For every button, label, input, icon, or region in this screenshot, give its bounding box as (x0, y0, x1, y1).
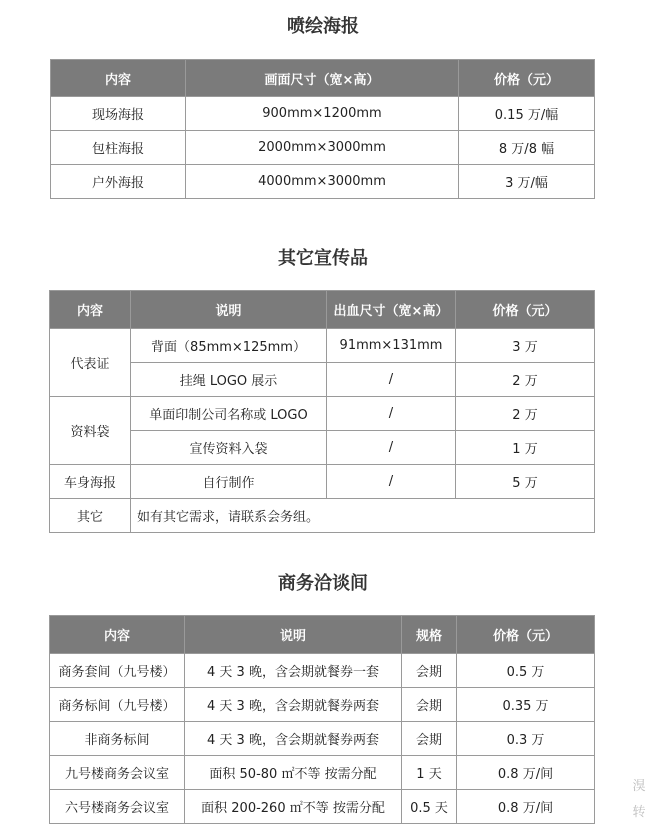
table-cell: 九号楼商务会议室 (50, 756, 185, 790)
poster-table (50, 59, 595, 199)
table-row (50, 688, 595, 722)
table-cell: 2 万 (456, 397, 595, 431)
table-cell: 会期 (402, 688, 457, 722)
table-cell: 挂绳 LOGO 展示 (131, 363, 327, 397)
table-cell: 91mm×131mm (327, 329, 456, 363)
column-header: 价格（元） (457, 616, 595, 654)
table-cell: / (327, 465, 456, 499)
table-row (50, 465, 595, 499)
table-cell: 现场海报 (51, 97, 186, 131)
table-cell: 六号楼商务会议室 (50, 790, 185, 824)
table-row (50, 790, 595, 824)
group-cell: 资料袋 (50, 397, 131, 465)
table-row (51, 131, 595, 165)
table-cell: 0.3 万 (457, 722, 595, 756)
table-cell: 户外海报 (51, 165, 186, 199)
table-cell: 5 万 (456, 465, 595, 499)
table-cell: 2 万 (456, 363, 595, 397)
table-cell: 自行制作 (131, 465, 327, 499)
table-cell: / (327, 431, 456, 465)
table-cell: 非商务标间 (50, 722, 185, 756)
table-header-row (50, 616, 595, 654)
table-cell: 900mm×1200mm (186, 97, 459, 131)
section-title-meeting-rooms: 商务洽谈间 (278, 573, 368, 594)
table-cell: 面积 50-80 ㎡不等 按需分配 (185, 756, 402, 790)
column-header: 说明 (131, 291, 327, 329)
table-row (50, 329, 595, 363)
column-header: 内容 (50, 291, 131, 329)
table-row (50, 756, 595, 790)
table-row (50, 654, 595, 688)
table-cell: 4000mm×3000mm (186, 165, 459, 199)
column-header: 规格 (402, 616, 457, 654)
meeting-rooms-table (49, 615, 595, 824)
table-cell: 1 万 (456, 431, 595, 465)
table-cell: 包柱海报 (51, 131, 186, 165)
table-cell: / (327, 397, 456, 431)
column-header: 说明 (185, 616, 402, 654)
column-header: 内容 (50, 616, 185, 654)
watermark-char: 湨 (632, 779, 646, 794)
table-cell: 0.5 万 (457, 654, 595, 688)
table-cell: / (327, 363, 456, 397)
column-header: 内容 (51, 60, 186, 97)
promo-table (49, 290, 595, 533)
table-row (50, 722, 595, 756)
column-header: 价格（元） (456, 291, 595, 329)
side-watermark (632, 774, 646, 826)
table-header-row (51, 60, 595, 97)
table-row (50, 363, 595, 397)
table-cell: 商务标间（九号楼） (50, 688, 185, 722)
group-cell: 其它 (50, 499, 131, 533)
table-row (50, 499, 595, 533)
table-cell: 宣传资料入袋 (131, 431, 327, 465)
table-cell: 会期 (402, 654, 457, 688)
table-cell: 面积 200-260 ㎡不等 按需分配 (185, 790, 402, 824)
table-row (51, 97, 595, 131)
table-cell: 2000mm×3000mm (186, 131, 459, 165)
column-header: 价格（元） (459, 60, 595, 97)
table-cell: 0.5 天 (402, 790, 457, 824)
section-title-promo: 其它宣传品 (278, 248, 368, 269)
table-cell: 商务套间（九号楼） (50, 654, 185, 688)
table-cell: 会期 (402, 722, 457, 756)
table-cell: 单面印制公司名称或 LOGO (131, 397, 327, 431)
table-row (50, 397, 595, 431)
watermark-char: 转 (632, 805, 646, 820)
column-header: 出血尺寸（宽×高） (327, 291, 456, 329)
table-cell: 0.8 万/间 (457, 790, 595, 824)
table-cell: 0.8 万/间 (457, 756, 595, 790)
table-cell: 4 天 3 晚，含会期就餐券两套 (185, 688, 402, 722)
section-title-poster: 喷绘海报 (287, 16, 359, 37)
table-cell: 背面（85mm×125mm） (131, 329, 327, 363)
group-cell: 代表证 (50, 329, 131, 397)
table-cell: 0.15 万/幅 (459, 97, 595, 131)
table-row (50, 431, 595, 465)
table-cell: 4 天 3 晚，含会期就餐券两套 (185, 722, 402, 756)
table-cell: 4 天 3 晚，含会期就餐券一套 (185, 654, 402, 688)
table-cell: 3 万/幅 (459, 165, 595, 199)
column-header: 画面尺寸（宽×高） (186, 60, 459, 97)
table-cell: 8 万/8 幅 (459, 131, 595, 165)
table-row (51, 165, 595, 199)
table-cell: 3 万 (456, 329, 595, 363)
note-cell: 如有其它需求，请联系会务组。 (131, 499, 595, 533)
table-header-row (50, 291, 595, 329)
group-cell: 车身海报 (50, 465, 131, 499)
table-cell: 0.35 万 (457, 688, 595, 722)
table-cell: 1 天 (402, 756, 457, 790)
